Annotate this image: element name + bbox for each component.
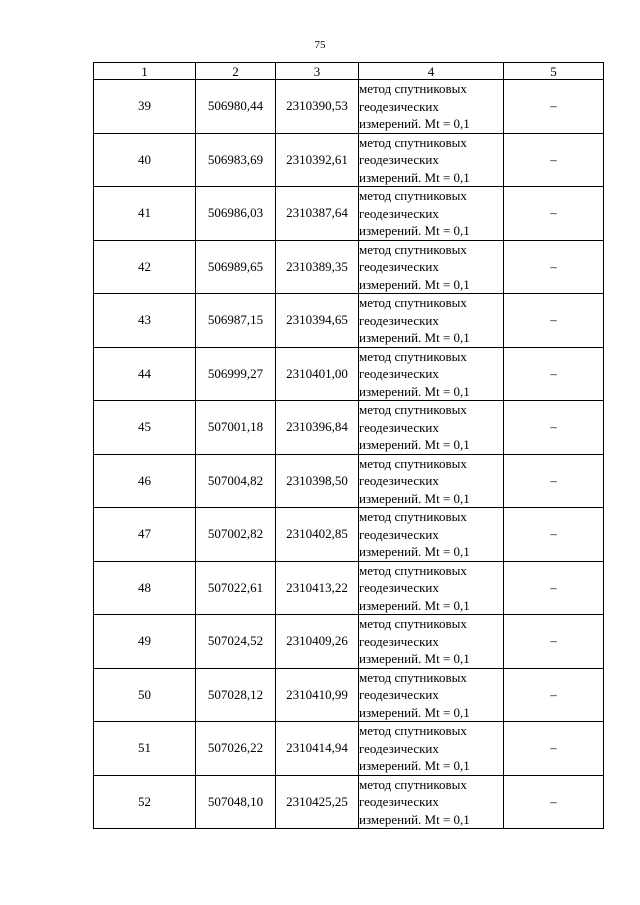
x-coordinate-cell: 506983,69 — [196, 133, 276, 187]
method-text-line: геодезических — [359, 98, 439, 114]
method-text-line: метод спутниковых — [359, 134, 467, 150]
method-text-line: метод спутниковых — [359, 402, 467, 417]
y-coordinate-cell: 2310389,35 — [276, 240, 359, 294]
y-coordinate-cell: 2310392,61 — [276, 133, 359, 187]
method-text-line: метод спутниковых — [359, 562, 467, 578]
method-text-line: геодезических — [359, 312, 439, 328]
method-text-line: метод спутниковых — [359, 723, 467, 738]
point-number-cell: 42 — [94, 240, 196, 294]
table-row — [94, 508, 604, 562]
table-row — [94, 615, 604, 669]
table-row — [94, 187, 604, 241]
note-cell: – — [504, 668, 604, 722]
method-text-line: геодезических — [359, 259, 439, 274]
y-coordinate-cell: 2310394,65 — [276, 294, 359, 348]
note-cell: – — [504, 401, 604, 455]
point-number-cell: 45 — [94, 401, 196, 455]
x-coordinate-cell: 507022,61 — [196, 561, 276, 615]
point-number-cell: 51 — [94, 722, 196, 776]
y-coordinate-cell: 2310409,26 — [276, 615, 359, 669]
method-text-line: измерений. Mt = 0,1 — [359, 758, 470, 773]
method-text-line: измерений. Mt = 0,1 — [359, 651, 470, 666]
y-coordinate-cell: 2310401,00 — [276, 347, 359, 401]
point-number-cell: 40 — [94, 133, 196, 187]
method-text-line: измерений. Mt = 0,1 — [359, 169, 470, 185]
y-coordinate-cell: 2310390,53 — [276, 80, 359, 134]
x-coordinate-cell: 506987,15 — [196, 294, 276, 348]
method-cell — [359, 240, 504, 294]
method-text-line: измерений. Mt = 0,1 — [359, 276, 470, 292]
table-row — [94, 401, 604, 455]
point-number-cell: 52 — [94, 775, 196, 829]
method-cell — [359, 80, 504, 134]
y-coordinate-cell: 2310402,85 — [276, 508, 359, 562]
method-text-line: метод спутниковых — [359, 509, 467, 524]
table-row — [94, 294, 604, 348]
note-cell: – — [504, 133, 604, 187]
x-coordinate-cell: 507048,10 — [196, 775, 276, 829]
method-text-line: геодезических — [359, 205, 439, 221]
note-cell: – — [504, 80, 604, 134]
method-text-line: геодезических — [359, 152, 439, 167]
method-text-line: геодезических — [359, 473, 439, 488]
note-cell: – — [504, 240, 604, 294]
method-text-line: измерений. Mt = 0,1 — [359, 437, 470, 452]
method-text-line: метод спутниковых — [359, 188, 467, 203]
method-cell — [359, 294, 504, 348]
method-text-line: измерений. Mt = 0,1 — [359, 490, 470, 506]
method-text-line: геодезических — [359, 794, 439, 809]
y-coordinate-cell: 2310396,84 — [276, 401, 359, 455]
method-text-line: метод спутниковых — [359, 348, 467, 364]
table-header-row — [94, 63, 604, 80]
coordinates-table — [93, 62, 604, 829]
method-cell — [359, 187, 504, 241]
note-cell: – — [504, 454, 604, 508]
method-text-line: геодезических — [359, 526, 439, 542]
x-coordinate-cell: 507026,22 — [196, 722, 276, 776]
x-coordinate-cell: 507024,52 — [196, 615, 276, 669]
point-number-cell: 50 — [94, 668, 196, 722]
x-coordinate-cell: 507004,82 — [196, 454, 276, 508]
point-number-cell: 43 — [94, 294, 196, 348]
y-coordinate-cell: 2310414,94 — [276, 722, 359, 776]
point-number-cell: 41 — [94, 187, 196, 241]
method-text-line: геодезических — [359, 366, 439, 381]
point-number-cell: 39 — [94, 80, 196, 134]
point-number-cell: 44 — [94, 347, 196, 401]
method-text-line: метод спутниковых — [359, 669, 467, 685]
method-cell — [359, 401, 504, 455]
x-coordinate-cell: 507002,82 — [196, 508, 276, 562]
method-text-line: измерений. Mt = 0,1 — [359, 597, 470, 613]
header-col-4: 4 — [359, 63, 504, 80]
method-cell — [359, 775, 504, 829]
method-text-line: метод спутниковых — [359, 455, 467, 471]
x-coordinate-cell: 506986,03 — [196, 187, 276, 241]
y-coordinate-cell: 2310413,22 — [276, 561, 359, 615]
method-text-line: измерений. Mt = 0,1 — [359, 223, 470, 238]
method-text-line: геодезических — [359, 580, 439, 595]
table-body — [94, 80, 604, 829]
method-text-line: геодезических — [359, 633, 439, 649]
method-text-line: измерений. Mt = 0,1 — [359, 544, 470, 559]
y-coordinate-cell: 2310398,50 — [276, 454, 359, 508]
y-coordinate-cell: 2310387,64 — [276, 187, 359, 241]
table-row — [94, 80, 604, 134]
header-col-5: 5 — [504, 63, 604, 80]
method-text-line: метод спутниковых — [359, 241, 467, 257]
note-cell: – — [504, 775, 604, 829]
y-coordinate-cell: 2310410,99 — [276, 668, 359, 722]
method-cell — [359, 133, 504, 187]
method-text-line: измерений. Mt = 0,1 — [359, 116, 470, 131]
header-col-1: 1 — [94, 63, 196, 80]
point-number-cell: 49 — [94, 615, 196, 669]
table-row — [94, 454, 604, 508]
note-cell: – — [504, 187, 604, 241]
method-text-line: метод спутниковых — [359, 776, 467, 792]
method-text-line: метод спутниковых — [359, 616, 467, 631]
method-cell — [359, 722, 504, 776]
method-text-line: измерений. Mt = 0,1 — [359, 811, 470, 827]
method-text-line: измерений. Mt = 0,1 — [359, 330, 470, 345]
point-number-cell: 47 — [94, 508, 196, 562]
method-text-line: измерений. Mt = 0,1 — [359, 704, 470, 720]
header-col-3: 3 — [276, 63, 359, 80]
x-coordinate-cell: 507001,18 — [196, 401, 276, 455]
note-cell: – — [504, 508, 604, 562]
table-row — [94, 775, 604, 829]
table-row — [94, 722, 604, 776]
x-coordinate-cell: 506999,27 — [196, 347, 276, 401]
note-cell: – — [504, 722, 604, 776]
note-cell: – — [504, 561, 604, 615]
method-cell — [359, 561, 504, 615]
point-number-cell: 46 — [94, 454, 196, 508]
method-text-line: геодезических — [359, 687, 439, 702]
method-text-line: геодезических — [359, 740, 439, 756]
note-cell: – — [504, 615, 604, 669]
table-row — [94, 240, 604, 294]
y-coordinate-cell: 2310425,25 — [276, 775, 359, 829]
x-coordinate-cell: 507028,12 — [196, 668, 276, 722]
method-cell — [359, 454, 504, 508]
method-text-line: измерений. Mt = 0,1 — [359, 383, 470, 399]
table-row — [94, 668, 604, 722]
method-text-line: геодезических — [359, 419, 439, 435]
header-col-2: 2 — [196, 63, 276, 80]
method-cell — [359, 347, 504, 401]
table-row — [94, 347, 604, 401]
method-cell — [359, 508, 504, 562]
method-text-line: метод спутниковых — [359, 81, 467, 96]
note-cell: – — [504, 294, 604, 348]
page-number: 75 — [314, 39, 326, 51]
x-coordinate-cell: 506989,65 — [196, 240, 276, 294]
method-text-line: метод спутниковых — [359, 295, 467, 310]
x-coordinate-cell: 506980,44 — [196, 80, 276, 134]
method-cell — [359, 668, 504, 722]
table-row — [94, 133, 604, 187]
table-row — [94, 561, 604, 615]
point-number-cell: 48 — [94, 561, 196, 615]
method-cell — [359, 615, 504, 669]
note-cell: – — [504, 347, 604, 401]
